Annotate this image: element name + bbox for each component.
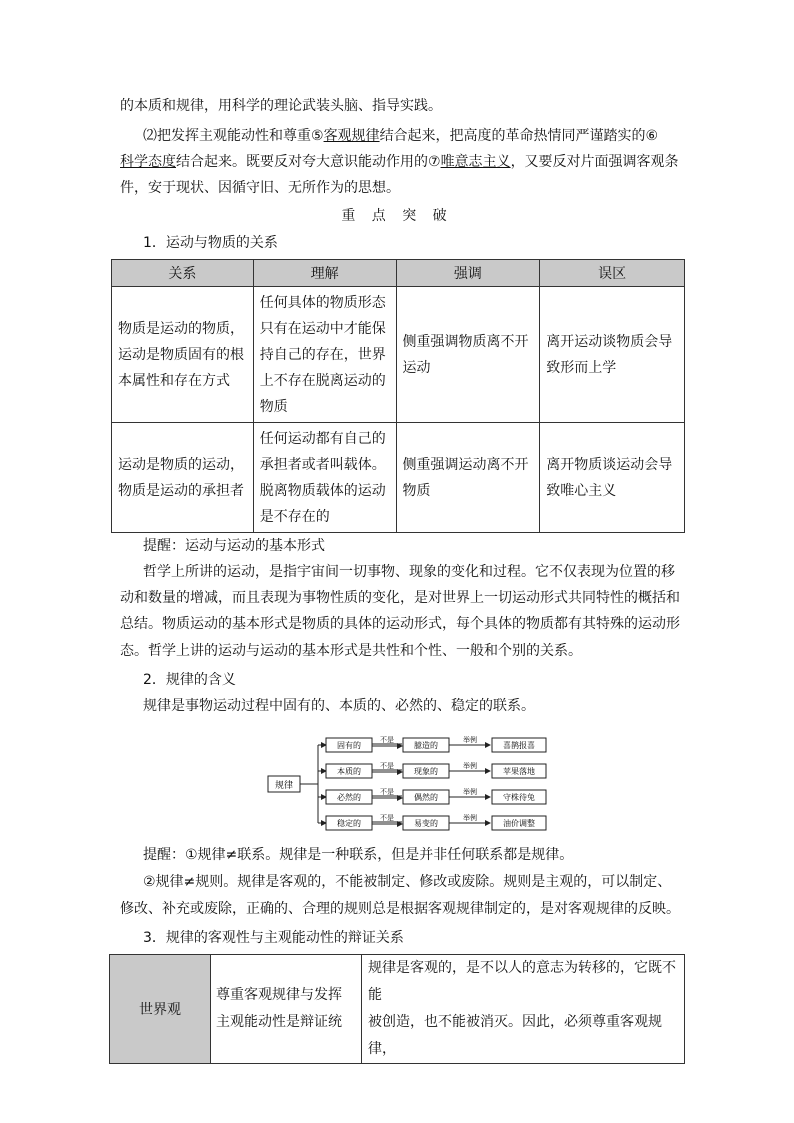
example-label: 举例 — [463, 814, 477, 822]
example-label: 举例 — [463, 736, 477, 744]
table-cell: 任何运动都有自己的承担者或者叫载体。脱离物质载体的运动是不存在的 — [259, 430, 386, 525]
diagram-attr-label: 固有的 — [337, 741, 361, 750]
heading-3: 3．规律的客观性与主观能动性的辩证关系 — [143, 930, 404, 946]
diagram-example-label: 守株待兔 — [503, 793, 535, 802]
paragraph-line: 动和数量的增减，而且表现为事物性质的变化，是对世界上一切运动形式共同特性的概括和 — [120, 590, 680, 606]
reminder-heading: 提醒：运动与运动的基本形式 — [143, 538, 325, 554]
diagram-example-label: 油价调整 — [503, 819, 535, 828]
table-cell: 运动是物质的运动，物质是运动的承担者 — [118, 456, 244, 499]
table-header-row — [112, 260, 685, 287]
table-cell: 任何具体的物质形态只有在运动中才能保持自己的存在，世界上不存在脱离运动的物质 — [259, 294, 386, 415]
paragraph-line: 件，安于现状、因循守旧、无所作为的思想。 — [120, 180, 400, 196]
text-run: ，又要反对片面强调客观条 — [510, 154, 679, 170]
diagram-attr-label: 必然的 — [337, 793, 361, 802]
table-row — [112, 423, 685, 533]
diagram-opposite-label: 易变的 — [414, 819, 438, 828]
table-header: 关系 — [112, 260, 254, 287]
table-header: 世界观 — [110, 955, 211, 1064]
text-run: 结合起来。既要反对夸大意识能动作用的⑦ — [176, 154, 441, 170]
table-cell: 离开运动谈物质会导致形而上学 — [546, 333, 673, 376]
cell-line: 尊重客观规律与发挥 — [216, 987, 342, 1003]
cell-line: 被创造，也不能被消灭。因此，必须尊重客观规律， — [368, 1014, 662, 1057]
table-row — [110, 955, 685, 1064]
example-label: 举例 — [463, 788, 477, 796]
paragraph-line: 总结。物质运动的基本形式是物质的具体的运动形式，每个具体的物质都有其特殊的运动形 — [120, 616, 680, 632]
table-cell — [362, 955, 685, 1064]
blank-answer: 唯意志主义 — [440, 154, 511, 170]
table-cell: 侧重强调物质离不开运动 — [402, 333, 529, 376]
table-header: 理解 — [253, 260, 396, 287]
blank-answer: 科学态度 — [120, 154, 176, 170]
relation-label: 不是 — [380, 814, 394, 822]
section-title: 重 点 突 破 — [341, 208, 453, 224]
reminder-line: 修改、补充或废除，正确的、合理的规则总是根据客观规律制定的，是对客观规律的反映。 — [120, 901, 680, 917]
table-cell: 物质是运动的物质，运动是物质固有的根本属性和存在方式 — [118, 320, 244, 389]
example-label: 举例 — [463, 762, 477, 770]
paragraph-line: 规律是事物运动过程中固有的、本质的、必然的、稳定的联系。 — [143, 698, 535, 714]
motion-matter-table — [111, 259, 685, 533]
diagram-attr-label: 稳定的 — [337, 819, 361, 828]
table-header: 误区 — [540, 260, 685, 287]
table-header: 强调 — [396, 260, 540, 287]
text-run: ⑵把发挥主观能动性和尊重⑤ — [143, 128, 324, 144]
dialectic-table — [109, 954, 685, 1064]
relation-label: 不是 — [380, 736, 394, 744]
diagram-root-label: 规律 — [274, 781, 294, 791]
table-cell: 侧重强调运动离不开物质 — [402, 456, 529, 499]
paragraph-line: 哲学上所讲的运动，是指宇宙间一切事物、现象的变化和过程。它不仅表现为位置的移 — [143, 564, 675, 580]
diagram-example-label: 喜鹊报喜 — [503, 741, 535, 750]
heading-2: 2．规律的含义 — [143, 672, 236, 688]
table-cell: 离开物质谈运动会导致唯心主义 — [546, 456, 673, 499]
paragraph-line: 态。哲学上讲的运动与运动的基本形式是共性和个性、一般和个别的关系。 — [120, 643, 582, 659]
diagram-opposite-label: 偶然的 — [414, 793, 438, 802]
diagram-example-label: 苹果落地 — [503, 767, 535, 776]
diagram-root — [268, 776, 300, 792]
reminder-line: 提醒：①规律≠联系。规律是一种联系，但是并非任何联系都是规律。 — [143, 847, 574, 863]
law-diagram — [266, 734, 556, 834]
cell-line: 规律是客观的，是不以人的意志为转移的，它既不能 — [368, 960, 676, 1003]
paragraph-line — [120, 152, 685, 172]
heading-1: 1．运动与物质的关系 — [143, 235, 278, 251]
table-row — [112, 287, 685, 423]
reminder-line: ②规律≠规则。规律是客观的，不能被制定、修改或废除。规则是主观的，可以制定、 — [143, 874, 672, 890]
diagram-opposite-label: 现象的 — [414, 767, 438, 776]
paragraph-line — [143, 126, 685, 146]
blank-answer: 客观规律 — [323, 128, 380, 144]
diagram-attr-label: 本质的 — [337, 767, 361, 776]
text-run: 结合起来，把高度的革命热情同严谨踏实的⑥ — [379, 128, 659, 144]
relation-label: 不是 — [380, 762, 394, 770]
paragraph-line: 的本质和规律，用科学的理论武装头脑、指导实践。 — [120, 98, 442, 114]
cell-line: 主观能动性是辩证统 — [216, 1014, 342, 1030]
relation-label: 不是 — [380, 788, 394, 796]
table-cell — [211, 955, 362, 1064]
diagram-opposite-label: 臆造的 — [414, 741, 438, 750]
